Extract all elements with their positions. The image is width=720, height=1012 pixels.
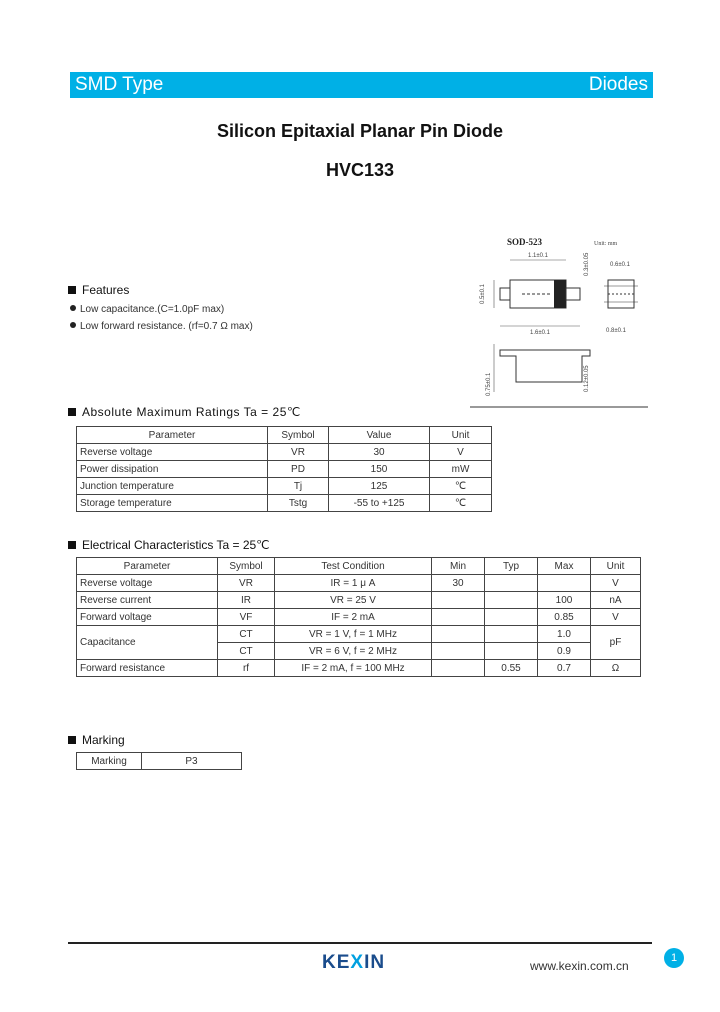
website-link[interactable]: www.kexin.com.cn <box>530 959 629 973</box>
dim-bottom: 0.12±0.05 <box>584 365 590 392</box>
table-row: Forward resistance rf IF = 2 mA, f = 100 MHz 0.55 0.7 Ω <box>77 660 641 677</box>
abs-max-table <box>76 426 492 512</box>
dim-height: 0.8±0.1 <box>606 328 626 334</box>
elec-table <box>76 557 641 677</box>
features-heading: Features <box>68 283 129 297</box>
square-bullet-icon <box>68 408 76 416</box>
header-category: SMD Type <box>75 74 164 95</box>
feature-item: Low forward resistance. (rf=0.7 Ω max) <box>70 321 253 332</box>
dim-base: 0.75±0.1 <box>486 372 492 396</box>
table-row: Reverse voltage VR IR = 1 μ A 30 V <box>77 575 641 592</box>
marking-table <box>76 752 242 770</box>
package-diagram <box>470 232 648 408</box>
dot-bullet-icon <box>70 322 76 328</box>
table-header-row: Parameter Symbol Test Condition Min Typ Max Unit <box>77 558 641 575</box>
square-bullet-icon <box>68 736 76 744</box>
table-row: Power dissipation PD 150 mW <box>77 461 492 478</box>
feature-item: Low capacitance.(C=1.0pF max) <box>70 304 224 315</box>
table-row: Storage temperature Tstg -55 to +125 ℃ <box>77 495 492 512</box>
marking-heading: Marking <box>68 733 125 747</box>
abs-max-heading: Absolute Maximum Ratings Ta = 25℃ <box>68 405 301 419</box>
dim-lead: 0.3±0.05 <box>584 252 590 276</box>
table-row: CT VR = 6 V, f = 2 MHz 0.9 <box>77 643 641 660</box>
square-bullet-icon <box>68 286 76 294</box>
unit-note: Unit: mm <box>594 241 618 247</box>
header-type: Diodes <box>588 74 648 95</box>
page-number: 1 <box>664 948 684 968</box>
footer-divider <box>68 942 652 944</box>
package-name: SOD-523 <box>507 237 543 247</box>
table-row: Marking P3 <box>77 753 242 770</box>
table-row: Capacitance CT VR = 1 V, f = 1 MHz 1.0 pF <box>77 626 641 643</box>
table-row: Reverse voltage VR 30 V <box>77 444 492 461</box>
square-bullet-icon <box>68 541 76 549</box>
table-row: Junction temperature Tj 125 ℃ <box>77 478 492 495</box>
document-title: Silicon Epitaxial Planar Pin Diode <box>216 121 504 141</box>
elec-heading: Electrical Characteristics Ta = 25℃ <box>68 538 270 552</box>
table-row: Forward voltage VF IF = 2 mA 0.85 V <box>77 609 641 626</box>
dim-width: 0.5±0.1 <box>480 284 486 304</box>
dim-total: 1.6±0.1 <box>530 330 550 336</box>
kexin-logo: KEXIN <box>322 952 386 973</box>
dim-length: 1.1±0.1 <box>528 253 548 259</box>
dot-bullet-icon <box>70 305 76 311</box>
dim-side: 0.6±0.1 <box>610 262 630 268</box>
part-number: HVC133 <box>325 160 395 180</box>
table-row: Reverse current IR VR = 25 V 100 nA <box>77 592 641 609</box>
table-header-row: Parameter Symbol Value Unit <box>77 427 492 444</box>
header-bar <box>70 72 653 98</box>
